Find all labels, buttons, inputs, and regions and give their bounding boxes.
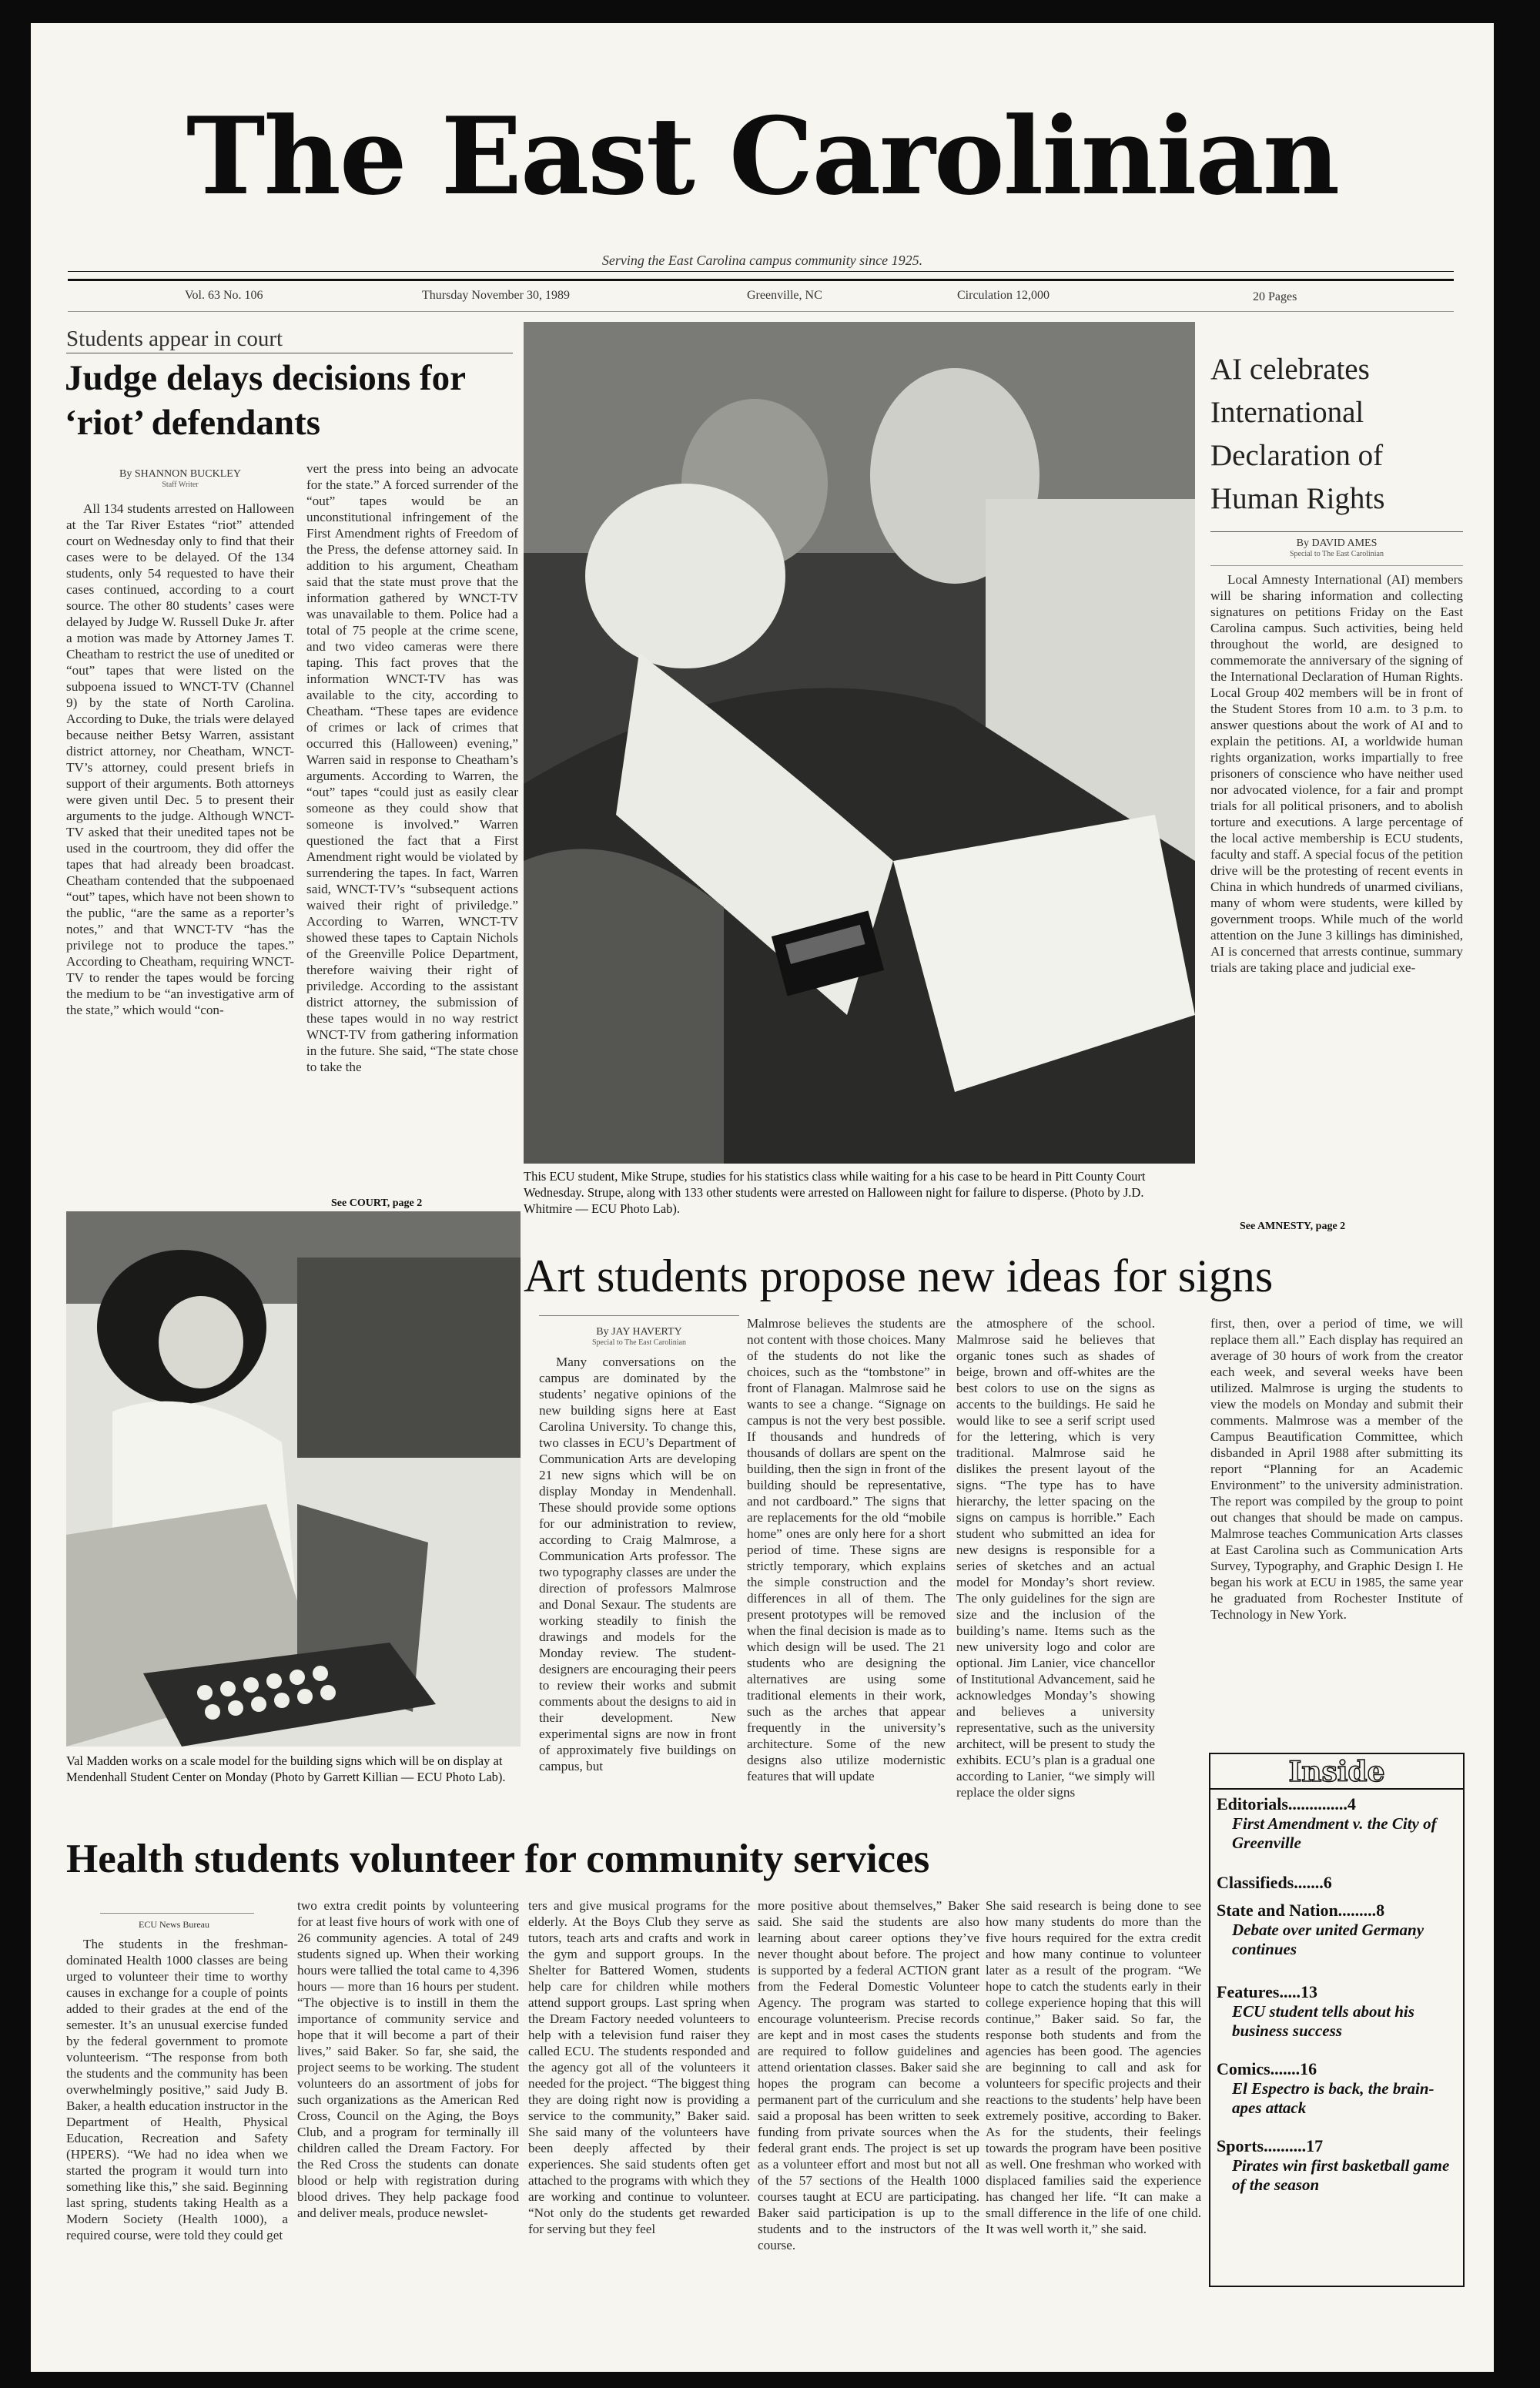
signs-column-1: Many conversations on the campus are dominated by the students’ negative opinions of the new building signs here at East Carolina University. To change this, two classes in ECU’s Department of Communication Arts are developing 21 new signs which will be on display Monday in Mendenhall. These should provide some options for our administration to review, according to Craig Malmrose, a Communication Arts professor. The two typography classes are under the direction of professors Malmrose and Donal Sexaur. The students are working steadily to finish the drawings and models for the Monday review. The student-designers are encouraging their peers to review their works and submit comments about the designs to aid in their development. New experimental signs are now in front of approximately five buildings on campus, but <box>539 1355 736 1773</box>
inside-teaser: Pirates win first basketball game of the season <box>1232 2156 1450 2194</box>
court-column-1: All 134 students arrested on Halloween at the Tar River Estates “riot” attended court on Wednesday only to find that their cases were to be delayed. Of the 134 students, only 54 requested to have their cases continued, according to a court source. The other 80 students’ cases were delayed by Judge W. Russell Duke Jr. after a motion was made by Attorney James T. Cheatham to restrict the use of unedited or “out” tapes that were listed on the subpoena issued to WNCT-TV (Channel 9) by the state of North Carolina. According to Duke, the trials were delayed because neither Betsy Warren, assistant district attorney, nor Cheatham, WNCT-TV’s attorney, could present briefs in support of their arguments. Both attorneys were given until Dec. 5 to present their arguments to the judge. Although WNCT-TV asked that their unedited tapes not be used in the courtroom, they did offer the tapes that had already been broadcast. Cheatham contended that the subpoenaed “out” tapes, which have not been shown to the public, “are the same as a reporter’s notes,” and that WNCT-TV “has the privilege not to produce the tapes.” According to Cheatham, requiring WNCT-TV to render the tapes would be forcing the medium to be “an investigative arm of the state,” which would “con- <box>66 501 294 1017</box>
inside-teaser: ECU student tells about his business success <box>1232 2002 1414 2040</box>
signs-column-3: the atmosphere of the school. Malmrose said he believes that organic tones such as shades of beige, brown and off-whites are the best colors to use on the signs as accents to the buildings. He said he would like to see a serif script used for the lettering, which is very traditional. Malmrose said he dislikes the present layout of the signs. “The type has to have hierarchy, the letter spacing on the signs on campus is horrible.” Each student who submitted an idea for new designs is responsible for a series of sketches and an actual model for Monday’s short review. The only guidelines for the sign are size and the inclusion of the building’s name. Items such as the new university logo and color are optional. Jim Lanier, vice chancellor of Institutional Advancement, said he acknowledges Monday’s showing and believes a university representative, such as the university architect, will be present to study the exhibits. ECU’s plan is a gradual one according to Lanier, “we simply will replace the older signs <box>956 1316 1155 1800</box>
court-kicker: Students appear in court <box>66 327 283 351</box>
masthead-rule <box>68 279 1454 281</box>
masthead-location: Greenville, NC <box>747 289 822 302</box>
signs-byline <box>539 1326 739 1347</box>
masthead-volume: Vol. 63 No. 106 <box>185 289 263 302</box>
newspaper-page <box>31 23 1494 2372</box>
court-headline: Judge delays decisions for ‘riot’ defendants <box>65 358 466 443</box>
inside-section: Classifieds.......6 <box>1217 1873 1332 1892</box>
inside-section: State and Nation.........8 <box>1217 1901 1385 1920</box>
inside-teaser: Debate over united Germany continues <box>1232 1921 1424 1958</box>
inside-section: Editorials..............4 <box>1217 1794 1356 1814</box>
court-column-2: vert the press into being an advocate for the state.” A forced surrender of the “out” tapes would be an unconstitutional infringement of the First Amendment rights of Freedom of the Press, the defense attorney said. In addition to his argument, Cheatham said that the state must prove that the information gathered by WNCT-TV was unavailable to them. Police had a total of 75 people at the crime scene, and two video cameras were there taping. This fact proves that the information WNCT-TV has was available to the city, according to Cheatham. “These tapes are evidence of crimes or lack of crimes that occurred this (Halloween) evening,” Warren said in response to Cheatham’s arguments. According to Warren, the “out” tapes “could just as easily clear someone as they could show that someone is involved.” Warren questioned the fact that a First Amendment right would be violated by surrendering the tapes. In fact, Warren said, WNCT-TV’s “subsequent actions waived their right of priviledge.” According to Warren, WNCT-TV showed these tapes to Captain Nichols of the Greenville Police Department, therefore waiving their right of priviledge. According to the assistant district attorney, the submission of these tapes would in no way restrict WNCT-TV from gathering information in the future. She said, “The state chose to take the <box>306 461 518 1074</box>
inside-item-features[interactable] <box>1217 1982 1457 2041</box>
main-photo-image <box>524 322 1195 1164</box>
inside-item-state-nation[interactable] <box>1217 1901 1457 1959</box>
ai-byline-role: Special to The East Carolinian <box>1289 550 1384 558</box>
court-byline-role: Staff Writer <box>162 481 199 489</box>
signs-column-2: Malmrose believes the students are not content with those choices. Many of the students do not like the choices, such as the “tombstone” in front of Flanagan. Malmrose said he wants to see a change. “Signage on campus is not the very best possible. If thousands and hundreds of thousands of dollars are spent on the building, then the sign in front of the building should be representative, and not cardboard.” The signs that are replacements for the old “mobile home” ones are only here for a short period of time. These signs are strictly temporary, which explains the simple construction and the differences in all of them. The present prototypes will be removed when the final decision is made as to which design will be used. The 21 students who are designing the alternatives are using some traditional elements in their work, such as the arches that appear frequently in the university’s architecture. Some of the new designs also utilize modernistic features that will update <box>747 1316 946 1783</box>
val-madden-photo-image <box>66 1211 521 1747</box>
ai-headline: AI celebrates International Declaration of Human Rights <box>1210 353 1385 515</box>
inside-title: Inside <box>1210 1756 1463 1790</box>
inside-section: Features.....13 <box>1217 1982 1317 2001</box>
inside-section: Sports..........17 <box>1217 2136 1324 2155</box>
health-column-1: The students in the freshman-dominated Health 1000 classes are being urged to volunteer their time to worthy causes in exchange for a couple of points added to their grades at the end of the semester. It’s an unusual exercise funded by the federal government to promote volunteerism. “The response from both the students and the community has been overwhelmingly positive,” said Judy B. Baker, a health education instructor in the Department of Health, Physical Education, Recreation and Safety (HPERS). “We had no idea when we started the program it would turn into something like this,” she said. Beginning last spring, students taking Health as a Modern Society (Health 1000), a required course, were told they could get <box>66 1937 288 2242</box>
masthead-tagline: Serving the East Carolina campus community since 1925. <box>601 253 923 268</box>
ai-byline <box>1210 538 1463 558</box>
signs-byline-role: Special to The East Carolinian <box>591 1338 686 1347</box>
inside-box <box>1209 1753 1465 2287</box>
health-column-4: more positive about themselves,” Baker said. She said the students are also learning about career options they’ve never thought about before. The project is supported by a federal ACTION grant from the Federal Domestic Volunteer Agency. The program was started to encourage volunteerism. Precise records are kept and in most cases the students are required to follow guidelines and attend orientation classes. Baker said she hopes the program can become a permanent part of the curriculum and she said a proposal has been written to seek funding from private sources when the federal grant ends. The project is set up as a volunteer effort and most but not all of the 57 sections of the Health 1000 courses taught at ECU are participating. Baker said participation is up to the students and to the instructors of the course. <box>758 1898 979 2252</box>
masthead-rule-top <box>68 271 1454 272</box>
health-column-2: two extra credit points by volunteering for at least five hours of work with one of 26 community agencies. A total of 249 students signed up. When their working hours were tallied the total came to 4,396 hours — more than 16 hours per student. “The objective is to instill in them the importance of community service and hope that it will become a part of their lives,” said Baker. So far, she said, the project seems to be working. The student volunteers do an assortment of jobs for such organizations as the American Red Cross, Council on the Aging, the Boys Club, and a program for terminally ill children called the Dream Factory. For the Red Cross the students can donate blood or help with registration during blood drives. They help package food and deliver meals, produce newslet- <box>297 1898 519 2220</box>
health-column-5: She said research is being done to see how many students do more than the five hours required for the extra credit and how many continue to volunteer later as a result of the program. “We hope to catch the students early in their college experience hoping that this will continue,” Baker said. So far, the response both students and from the agencies has been good. The agencies are beginning to call and ask for volunteers for specific projects and their reactions to the students’ help have been extremely positive, according to Baker. As for the students, their feelings towards the program have been positive as well. One freshman who worked with displaced families said the experience has changed her life. “It can make a small difference in the life of one child. It was well worth it,” she said. <box>986 1898 1201 2236</box>
inside-item-comics[interactable] <box>1217 2059 1457 2118</box>
val-madden-caption: Val Madden works on a scale model for the building signs which will be on display at Mendenhall Student Center on Monday (Photo by Garrett Killian — ECU Photo Lab). <box>66 1753 506 1784</box>
masthead-title: The East Carolinian <box>186 93 1339 219</box>
inside-item-sports[interactable] <box>1217 2136 1457 2195</box>
main-photo-caption: This ECU student, Mike Strupe, studies for his statistics class while waiting for a his case to be heard in Pitt County Court Wednesday. Strupe, along with 133 other students were arrested on Halloween night for failure to disperse. (Photo by J.D. Whitmire — ECU Photo Lab). <box>524 1169 1146 1216</box>
inside-teaser: El Espectro is back, the brain-apes attack <box>1232 2079 1435 2117</box>
masthead-circulation: Circulation 12,000 <box>957 289 1050 302</box>
inside-item-editorials[interactable] <box>1217 1794 1457 1853</box>
signs-column-4: first, then, over a period of time, we will replace them all.” Each display has required an average of 30 hours of work from the creator each week, and several weeks have been utilized. Malmrose is urging the students to view the models on Monday and submit their comments. Malmrose was a member of the Campus Beautification Committee, which disbanded in April 1988 after submitting its report “Planning for an Academic Environment” to the university administration. The report was compiled by the group to point out changes that should be made on campus. Malmrose teaches Communication Arts classes at East Carolina such as Communication Arts Survey, Typography, and Graphic Design I. He began his work at ECU in 1985, the same year he graduated from Rochester Institute of Technology in New York. <box>1210 1316 1463 1622</box>
health-column-3: ters and give musical programs for the elderly. At the Boys Club they serve as tutors, teach arts and crafts and work in the gym and support groups. In the Shelter for Battered Women, students help care for children while mothers attend support groups. Last spring when the Dream Factory needed volunteers to help with a television fund raiser they called ECU. The students responded and the agency got all of the volunteers it needed for the project. “The biggest thing they are doing right now is providing a service to the community,” Baker said. She said many of the volunteers have been deeply affected by their experiences. She said students often get attached to the programs with which they are working and continue to volunteer. “Not only do the students get rewarded for serving but they feel <box>528 1898 750 2236</box>
masthead-date: Thursday November 30, 1989 <box>422 289 570 302</box>
main-photo-student-studying <box>524 322 1195 1164</box>
masthead-pages: 20 Pages <box>1253 290 1297 303</box>
court-byline <box>66 468 294 489</box>
court-jump[interactable]: See COURT, page 2 <box>331 1197 423 1209</box>
inside-section: Comics.......16 <box>1217 2059 1317 2078</box>
ai-byline-rule <box>1210 565 1463 566</box>
ai-jump[interactable]: See AMNESTY, page 2 <box>1240 1221 1346 1232</box>
court-byline-name: By SHANNON BUCKLEY <box>119 468 241 480</box>
signs-headline: Art students propose new ideas for signs <box>524 1251 1274 1301</box>
inside-item-classifieds[interactable] <box>1217 1873 1457 1893</box>
ai-byline-name: By DAVID AMES <box>1296 538 1378 549</box>
val-madden-photo <box>66 1211 521 1747</box>
ai-body: Local Amnesty International (AI) members will be sharing information and collecting signatures on petitions Friday on the East Carolina campus. Such activities, being held throughout the world, are designed to commemorate the anniversary of the signing of the International Declaration of Human Rights. Local Group 402 members will be in front of the Student Stores from 10 a.m. to 3 p.m. to answer questions about the work of AI and to explain the petitions. AI, a worldwide human rights organization, works impartially to free prisoners of conscience who have neither used nor advocated violence, for a fair and prompt trials for all political prisoners, and to abolish torture and executions. A large percentage of the local active membership is ECU students, faculty and staff. A special focus of the petition drive will be the protesting of recent events in China in which hundreds of unarmed civilians, many of whom were students, were killed by government troops. While much of the world attention on the June 3 killings has diminished, AI is concerned that arrests continue, summary trials are taking place and judicial exe- <box>1210 572 1463 975</box>
health-headline: Health students volunteer for community services <box>66 1837 930 1881</box>
ai-headline-rule <box>1210 531 1463 532</box>
health-byline-rule <box>100 1913 254 1914</box>
dateline-rule <box>68 311 1454 312</box>
inside-teaser: First Amendment v. the City of Greenville <box>1232 1814 1437 1852</box>
signs-byline-rule <box>539 1315 739 1316</box>
signs-byline-name: By JAY HAVERTY <box>596 1326 682 1338</box>
health-byline: ECU News Bureau <box>139 1919 209 1930</box>
